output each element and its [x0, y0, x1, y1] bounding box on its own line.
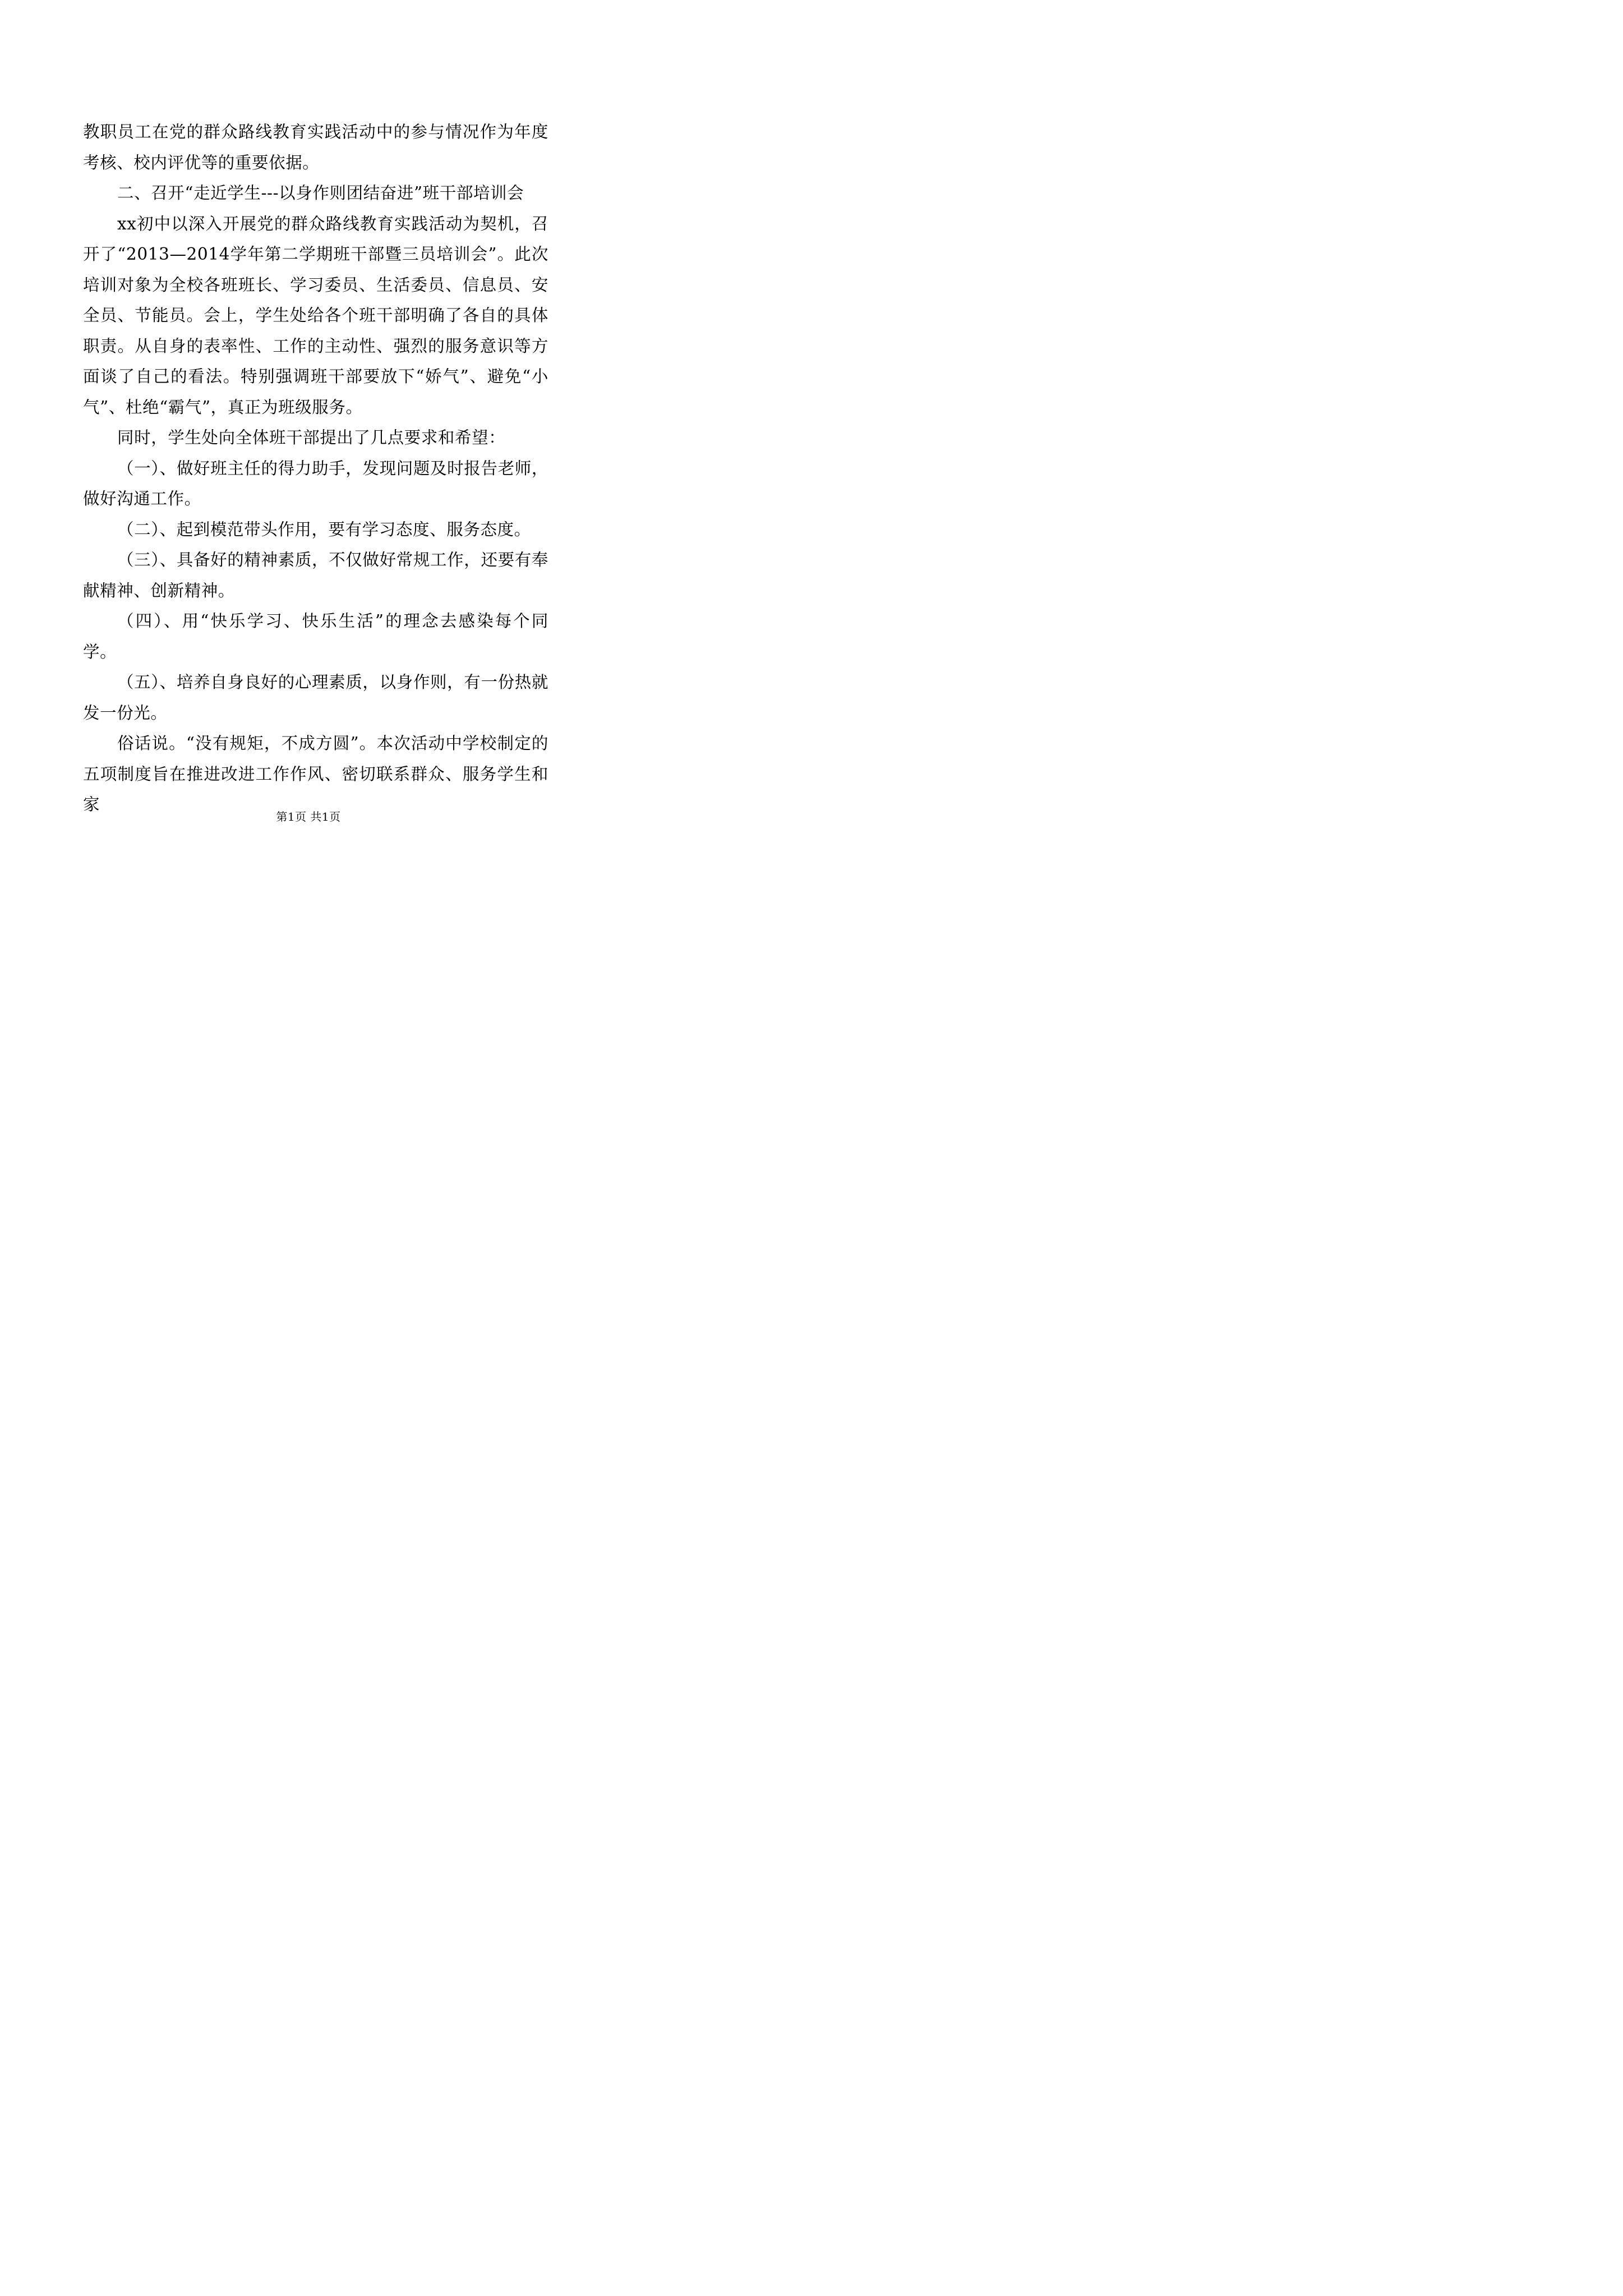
document-page	[0, 0, 617, 873]
paragraph-requirements-intro: 同时，学生处向全体班干部提出了几点要求和希望：	[117, 428, 506, 447]
paragraph-closing: 俗话说。“没有规矩，不成方圆”。本次活动中学校制定的五项制度旨在推进改进工作作风、密切联系群众、服务学生和家	[83, 734, 548, 814]
list-item-5: （五）、培养自身良好的心理素质，以身作则，有一份热就发一份光。	[83, 673, 548, 723]
list-item-3: （三）、具备好的精神素质，不仅做好常规工作，还要有奉献精神、创新精神。	[83, 550, 548, 600]
page-footer: 第1页 共1页	[276, 810, 341, 823]
paragraph-1: 教职员工在党的群众路线教育实践活动中的参与情况作为年度考核、校内评优等的重要依据。	[83, 122, 548, 172]
list-item-1: （一）、做好班主任的得力助手，发现问题及时报告老师，做好沟通工作。	[83, 458, 548, 508]
section-heading: 二、召开“走近学生---以身作则团结奋进”班干部培训会	[117, 183, 524, 203]
document-body	[83, 117, 548, 820]
list-item-4: （四）、用“快乐学习、快乐生活”的理念去感染每个同学。	[83, 611, 548, 661]
paragraph-training-meeting: xx初中以深入开展党的群众路线教育实践活动为契机，召开了“2013—2014学年第二学期班干部暨三员培训会”。此次培训对象为全校各班班长、学习委员、生活委员、信息员、安全员、节能员。会上，学生处给各个班干部明确了各自的具体职责。从自身的表率性、工作的主动性、强烈的服务意识等方面谈了自己的看法。特别强调班干部要放下“娇气”、避免“小气”、杜绝“霸气”，真正为班级服务。	[83, 214, 548, 417]
list-item-2: （二）、起到模范带头作用，要有学习态度、服务态度。	[117, 519, 531, 539]
